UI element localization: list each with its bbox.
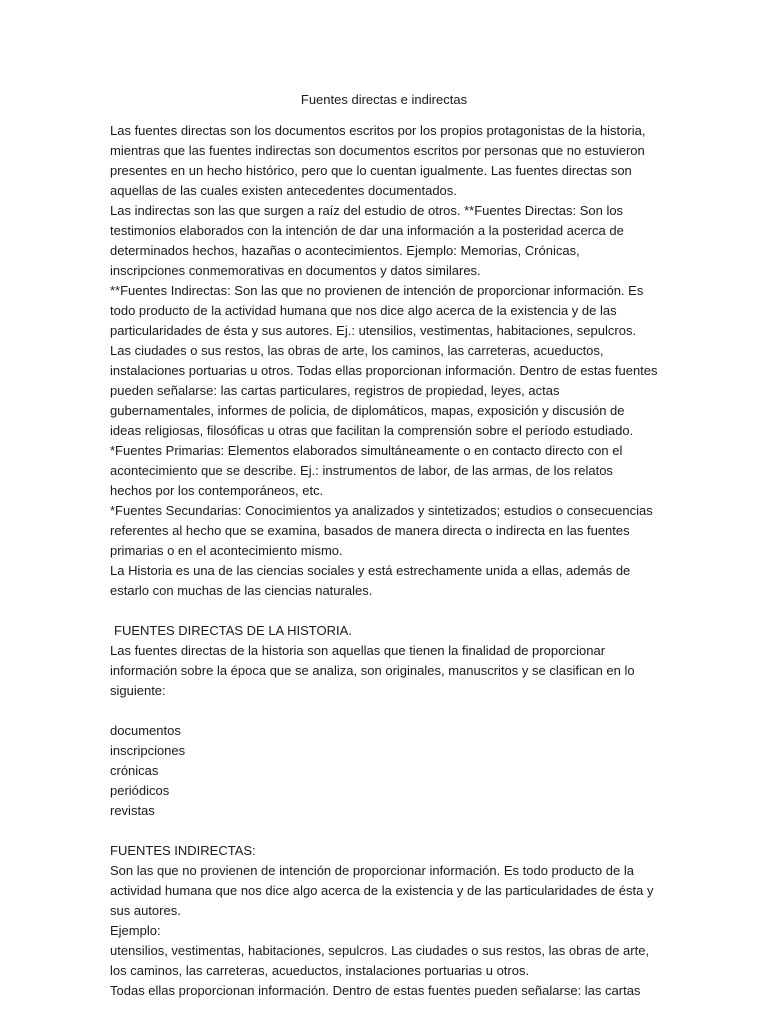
- intro-paragraph-2: Las indirectas son las que surgen a raíz del estudio de otros. **Fuentes Directas: Son los testimonios elaborados con la intención de dar una información a la posteridad acerca de determinados hechos, hazañas o acontecimientos. Ejemplo: Memorias, Crónicas, inscripciones conmemorativas en documentos y datos similares.: [110, 203, 624, 278]
- list-item: crónicas: [110, 763, 159, 778]
- section-direct-heading: FUENTES DIRECTAS DE LA HISTORIA.: [114, 623, 352, 638]
- example-text: utensilios, vestimentas, habitaciones, sepulcros. Las ciudades o sus restos, las obras de arte, los caminos, las carreteras, acueductos, instalaciones portuarias u otros.: [110, 943, 650, 978]
- intro-paragraph-3: **Fuentes Indirectas: Son las que no provienen de intención de proporcionar información. Es todo producto de la actividad humana que nos dice algo acerca de la existencia y de las particularidades de ésta y sus autores. Ej.: utensilios, vestimentas, habitaciones, sepulcros. Las ciudades o sus restos, las obras de arte, los caminos, las carreteras, acueductos, instalaciones portuarias u otros. Todas ellas proporcionan información. Dentro de estas fuentes pueden señalarse: las cartas particulares, registros de propiedad, leyes, actas gubernamentales, informes de policia, de diplomáticos, mapas, exposición y discusión de ideas religiosas, filosóficas u otras que facilitan la comprensión sobre el período estudiado.: [110, 283, 658, 438]
- list-item: periódicos: [110, 783, 170, 798]
- spacer: [110, 601, 658, 621]
- intro-paragraph-4: *Fuentes Primarias: Elementos elaborados simultáneamente o en contacto directo con el acontecimiento que se describe. Ej.: instrumentos de labor, de las armas, de los relatos hechos por los contemporáneos, etc.: [110, 443, 623, 498]
- list-item: inscripciones: [110, 743, 186, 758]
- list-item: revistas: [110, 803, 155, 818]
- document-title: Fuentes directas e indirectas: [300, 92, 468, 107]
- intro-paragraph-6: La Historia es una de las ciencias sociales y está estrechamente unida a ellas, además de estarlo con muchas de las ciencias naturales.: [110, 563, 631, 598]
- spacer: [110, 821, 658, 841]
- section-indirect-text: Son las que no provienen de intención de proporcionar información. Es todo producto de la actividad humana que nos dice algo acerca de la existencia y de las particularidades de ésta y sus autores.: [110, 863, 654, 918]
- intro-paragraph-1: Las fuentes directas son los documentos escritos por los propios protagonistas de la historia, mientras que las fuentes indirectas son documentos escritos por personas que no estuvieron presentes en un hecho histórico, pero que lo cuentan igualmente. Las fuentes directas son aquellas de las cuales existen antecedentes documentados.: [110, 123, 646, 198]
- section-indirect-heading: FUENTES INDIRECTAS:: [110, 843, 256, 858]
- list-item: documentos: [110, 723, 181, 738]
- intro-paragraph-5: *Fuentes Secundarias: Conocimientos ya analizados y sintetizados; estudios o consecuencias referentes al hecho que se examina, basados de manera directa o indirecta en las fuentes primarias o en el acontecimiento mismo.: [110, 503, 653, 558]
- example-label: Ejemplo:: [110, 923, 161, 938]
- spacer: [110, 701, 658, 721]
- direct-sources-list: [110, 721, 658, 821]
- closing-text: Todas ellas proporcionan información. Dentro de estas fuentes pueden señalarse: las cartas: [110, 983, 641, 998]
- section-direct-text: Las fuentes directas de la historia son aquellas que tienen la finalidad de proporcionar información sobre la época que se analiza, son originales, manuscritos y se clasifican en lo siguiente:: [110, 643, 635, 698]
